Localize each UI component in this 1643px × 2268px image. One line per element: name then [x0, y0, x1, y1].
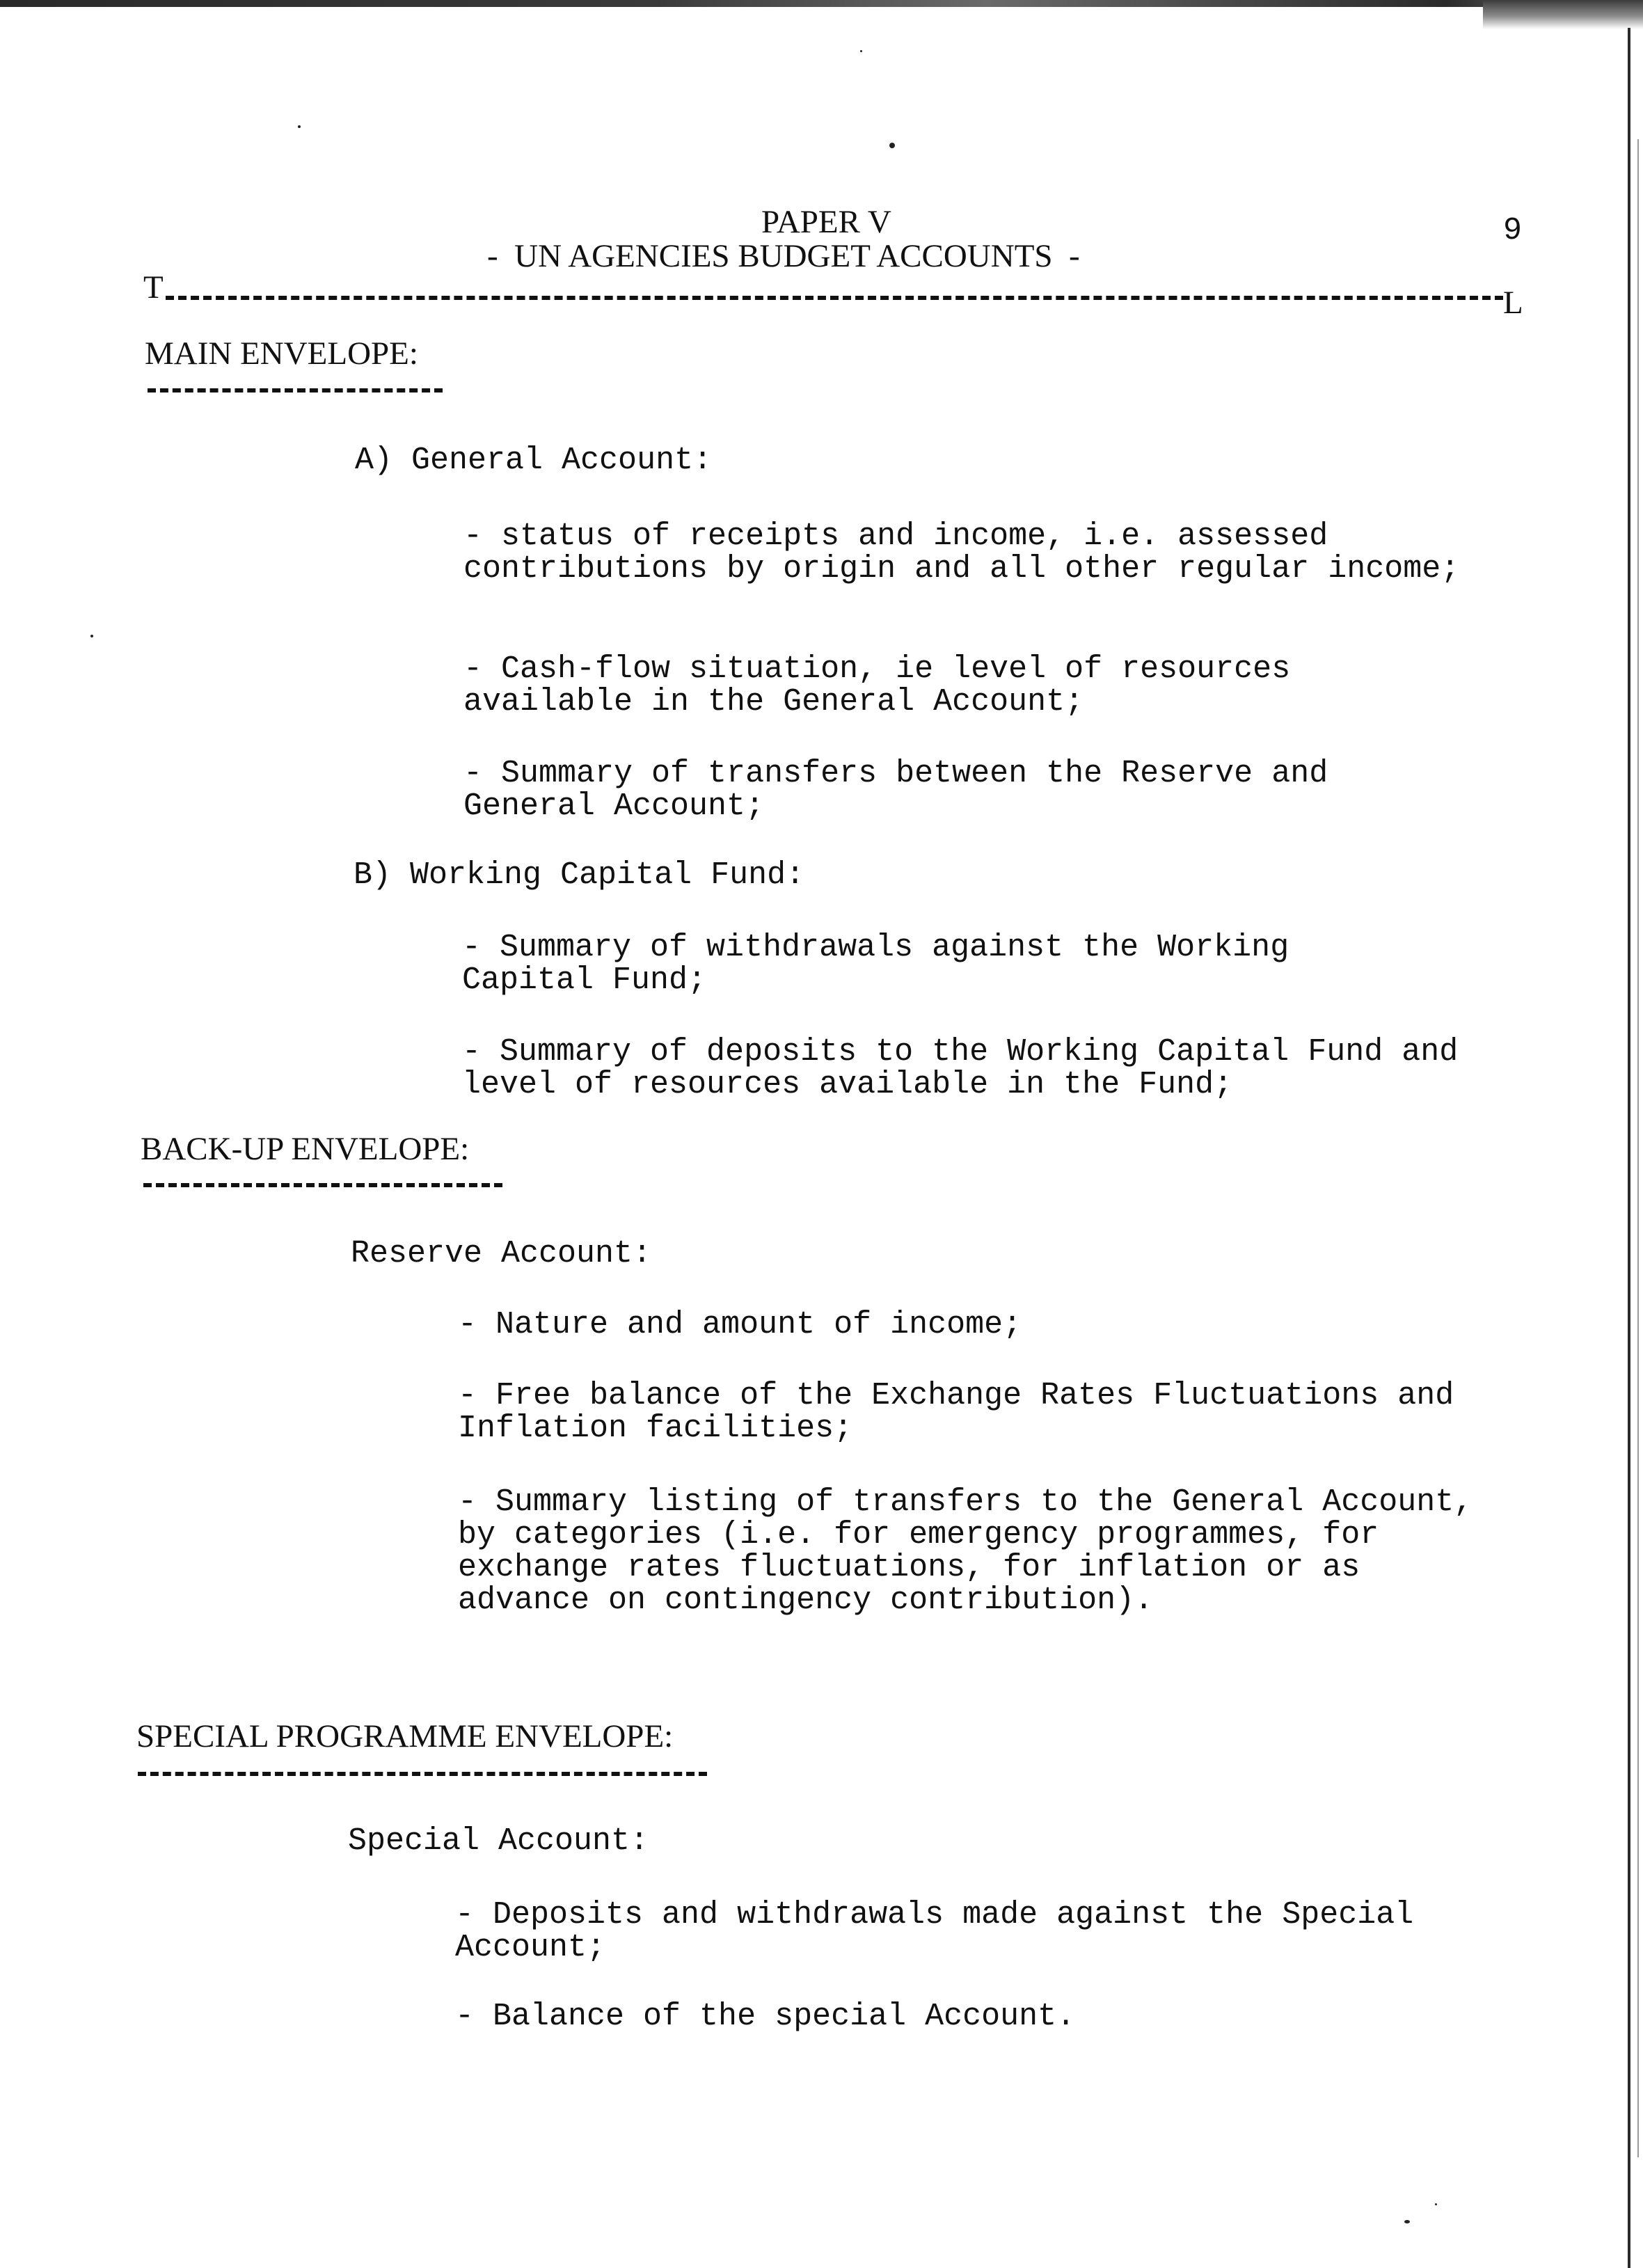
- scan-edge-right-faint: [1637, 139, 1639, 2157]
- page-title: - UN AGENCIES BUDGET ACCOUNTS -: [487, 238, 1080, 274]
- reserve-account-title: Reserve Account:: [351, 1236, 652, 1271]
- header-rule-end: L: [1503, 285, 1523, 321]
- special-envelope-underline: [138, 1772, 707, 1776]
- scan-edge-top: [0, 0, 1643, 7]
- working-capital-item: - Summary of deposits to the Working Capital Fund and level of resources available in the Fund;: [462, 1034, 1459, 1102]
- backup-envelope-underline: [143, 1183, 502, 1187]
- scan-speck: [90, 635, 93, 637]
- header-rule: [166, 296, 1503, 300]
- reserve-account-item: - Summary listing of transfers to the General Account, by categories (i.e. for emergency programmes, for exchange rates fluctuations, for inflation or as advance on contingency contribution).: [458, 1484, 1473, 1618]
- backup-envelope-heading: BACK-UP ENVELOPE:: [141, 1131, 470, 1167]
- page-number: 9: [1503, 213, 1523, 248]
- header-rule-start: T: [143, 269, 164, 306]
- special-account-item: - Balance of the special Account.: [455, 1999, 1076, 2034]
- working-capital-title: B) Working Capital Fund:: [354, 857, 805, 893]
- special-account-item: - Deposits and withdrawals made against the Special Account;: [455, 1897, 1414, 1965]
- scan-speck: [298, 125, 301, 128]
- working-capital-item: - Summary of withdrawals against the Working Capital Fund;: [462, 930, 1289, 998]
- general-account-item: - Cash-flow situation, ie level of resources available in the General Account;: [463, 651, 1291, 720]
- general-account-title: A) General Account:: [355, 443, 713, 478]
- scan-speck: [889, 143, 895, 148]
- general-account-item: - Summary of transfers between the Reserve and General Account;: [463, 756, 1328, 824]
- special-envelope-heading: SPECIAL PROGRAMME ENVELOPE:: [136, 1718, 674, 1754]
- main-envelope-underline: [148, 388, 443, 392]
- scan-speck: [860, 50, 862, 52]
- scan-speck: [1435, 2203, 1437, 2205]
- scan-edge-right: [1628, 28, 1630, 2268]
- reserve-account-item: - Free balance of the Exchange Rates Fluctuations and Inflation facilities;: [458, 1378, 1454, 1446]
- reserve-account-item: - Nature and amount of income;: [458, 1307, 1022, 1342]
- paper-label: PAPER V: [761, 204, 891, 240]
- scan-speck: [1404, 2220, 1410, 2223]
- main-envelope-heading: MAIN ENVELOPE:: [145, 335, 418, 372]
- scan-edge-corner: [1483, 0, 1643, 29]
- general-account-item: - status of receipts and income, i.e. assessed contributions by origin and all other regular income;: [463, 518, 1460, 587]
- special-account-title: Special Account:: [348, 1823, 649, 1859]
